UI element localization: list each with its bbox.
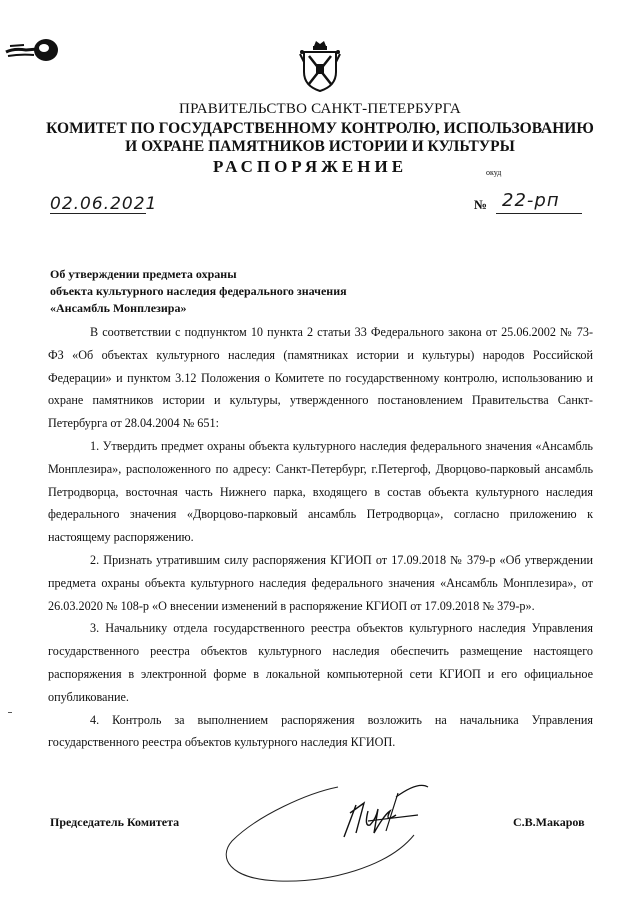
document-number: 22-рп bbox=[502, 190, 560, 211]
handwritten-signature bbox=[218, 775, 448, 885]
registration-stamp-icon bbox=[4, 36, 60, 64]
document-type: РАСПОРЯЖЕНИЕ bbox=[212, 157, 408, 176]
item-3-paragraph: 3. Начальнику отдела государственного реестра объектов культурного наследия Управления государственного реестра объектов культурного наследия обеспечить размещение настоящего распоряжения в электронной форме в локальной компьютерной сети КГИОП и его официальное опубликование. bbox=[48, 621, 593, 704]
document-date: 02.06.2021 bbox=[50, 194, 158, 214]
subject-line-1: Об утверждении предмета охраны bbox=[50, 267, 237, 281]
number-label: № bbox=[474, 197, 488, 212]
government-title: ПРАВИТЕЛЬСТВО САНКТ-ПЕТЕРБУРГА bbox=[179, 101, 461, 117]
okud-label: окуд bbox=[486, 168, 502, 177]
number-underline bbox=[496, 213, 582, 214]
subject-line-3: «Ансамбль Монплезира» bbox=[50, 301, 187, 315]
document-subject bbox=[50, 266, 347, 317]
margin-mark bbox=[8, 712, 12, 713]
signatory-name: С.В.Макаров bbox=[513, 815, 585, 829]
st-petersburg-coat-of-arms-icon bbox=[299, 40, 341, 92]
item-2-paragraph: 2. Признать утратившим силу распоряжения КГИОП от 17.09.2018 № 379-р «Об утверждении предмета охраны объекта культурного наследия федерального значения «Ансамбль Монплезира», от 26.03.2020 № 108-р «О внесении изменений в распоряжение КГИОП от 17.09.2018 № 379-р». bbox=[48, 552, 593, 613]
committee-title-line2: И ОХРАНЕ ПАМЯТНИКОВ ИСТОРИИ И КУЛЬТУРЫ bbox=[125, 138, 515, 155]
item-1-paragraph: 1. Утвердить предмет охраны объекта культурного наследия федерального значения «Ансамбль Монплезира», расположенного по адресу: Санкт-Петербург, г.Петергоф, Дворцово-парковый ансамбль Петродворца, восточная часть Нижнего парка, входящего в состав объекта культурного наследия федерального значения «Дворцово-парковый ансамбль Петродворца», согласно приложению к настоящему распоряжению. bbox=[48, 438, 593, 545]
signatory-position: Председатель Комитета bbox=[50, 815, 180, 829]
item-4-paragraph: 4. Контроль за выполнением распоряжения возложить на начальника Управления государственного реестра объектов культурного наследия КГИОП. bbox=[48, 712, 593, 750]
committee-title-line1: КОМИТЕТ ПО ГОСУДАРСТВЕННОМУ КОНТРОЛЮ, ИСПОЛЬЗОВАНИЮ bbox=[46, 120, 594, 137]
date-underline bbox=[50, 213, 146, 214]
subject-line-2: объекта культурного наследия федерального значения bbox=[50, 284, 347, 298]
document-body bbox=[48, 321, 593, 754]
preamble-paragraph: В соответствии с подпунктом 10 пункта 2 статьи 33 Федерального закона от 25.06.2002 № 73-ФЗ «Об объектах культурного наследия (памятниках истории и культуры) народов Российской Федерации» и пунктом 3.12 Положения о Комитете по государственному контролю, использованию и охране памятников истории и культуры, утвержденного постановлением Правительства Санкт-Петербурга от 28.04.2004 № 651: bbox=[48, 325, 593, 431]
